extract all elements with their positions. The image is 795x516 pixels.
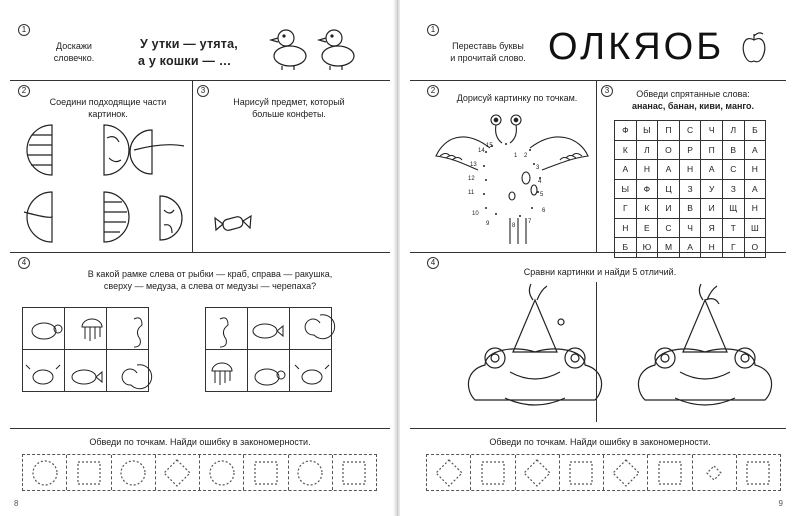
grid-letter[interactable]: В <box>722 140 744 160</box>
grid-letter[interactable]: И <box>658 199 680 219</box>
dot-label: 11 <box>468 190 475 196</box>
dot-label: 7 <box>528 219 532 225</box>
task-instruction: Соедини подходящие части картинок. <box>49 97 167 119</box>
task-number: 1 <box>18 24 30 36</box>
grid-letter[interactable]: З <box>722 179 744 199</box>
grid-letter[interactable]: Ч <box>701 121 723 141</box>
grid-letter[interactable]: П <box>701 140 723 160</box>
grid-letter[interactable]: Ы <box>636 121 658 141</box>
grid-letter[interactable]: М <box>658 238 680 258</box>
circle-trace-shape[interactable] <box>112 455 156 490</box>
grid-letter[interactable]: Н <box>679 160 701 180</box>
dot-label: 4 <box>538 179 542 185</box>
square-trace-shape[interactable] <box>244 455 288 490</box>
task-instruction: Доскажи словечко. <box>53 41 95 63</box>
page-number: 8 <box>14 499 19 508</box>
dot-label: 9 <box>486 221 490 227</box>
grid-letter[interactable]: Ц <box>658 179 680 199</box>
grid-letter[interactable]: Н <box>615 218 637 238</box>
grid-letter[interactable]: С <box>722 160 744 180</box>
grid-letter[interactable]: Ч <box>679 218 701 238</box>
frogs-in-hats-illustration <box>455 280 775 420</box>
grid-letter[interactable]: З <box>679 179 701 199</box>
task-number: 4 <box>18 257 30 269</box>
grid-letter[interactable]: Б <box>744 121 766 141</box>
planet-halves-illustration <box>22 120 192 250</box>
task-instruction: Сравни картинки и найди 5 отличий. <box>523 267 677 277</box>
grid-letter[interactable]: Л <box>722 121 744 141</box>
ducklings-illustration <box>262 24 362 72</box>
dot-label: 1 <box>514 153 518 159</box>
square-trace-shape[interactable] <box>67 455 111 490</box>
grid-letter[interactable]: Ф <box>636 179 658 199</box>
trace-pattern-strip <box>426 454 781 491</box>
grid-letter[interactable]: К <box>636 199 658 219</box>
diamond-small-trace-shape[interactable] <box>693 455 737 490</box>
dot-label: 3 <box>536 165 540 171</box>
square-trace-shape[interactable] <box>471 455 515 490</box>
scrambled-word: ОЛКЯОБ <box>548 26 725 68</box>
grid-letter[interactable]: Я <box>701 218 723 238</box>
dot-label: 10 <box>472 211 479 217</box>
sea-creatures-illustration <box>22 307 372 407</box>
grid-letter[interactable]: Ф <box>615 121 637 141</box>
page-number: 9 <box>778 499 783 508</box>
left-page <box>0 0 395 516</box>
grid-letter[interactable]: А <box>701 160 723 180</box>
dot-label: 2 <box>524 153 528 159</box>
grid-letter[interactable]: Н <box>636 160 658 180</box>
grid-letter[interactable]: А <box>679 238 701 258</box>
riddle-line-2: а у кошки — … <box>138 54 232 68</box>
task-instruction: Дорисуй картинку по точкам. <box>456 93 578 103</box>
task-number: 2 <box>18 85 30 97</box>
grid-letter[interactable]: Т <box>722 218 744 238</box>
dot-label: 6 <box>542 208 546 214</box>
task-instruction: Обведи по точкам. Найди ошибку в закономерности. <box>89 437 311 447</box>
task-instruction: Нарисуй предмет, который больше конфеты. <box>233 97 345 119</box>
grid-letter[interactable]: Г <box>615 199 637 219</box>
grid-letter[interactable]: Р <box>679 140 701 160</box>
square-trace-shape[interactable] <box>560 455 604 490</box>
grid-letter[interactable]: Ы <box>615 179 637 199</box>
square-trace-shape[interactable] <box>648 455 692 490</box>
square-trace-shape[interactable] <box>737 455 780 490</box>
diamond-trace-shape[interactable] <box>156 455 200 490</box>
grid-letter[interactable]: Г <box>722 238 744 258</box>
dot-label: 13 <box>470 162 477 168</box>
grid-letter[interactable]: Е <box>636 218 658 238</box>
diamond-trace-shape[interactable] <box>427 455 471 490</box>
grid-letter[interactable]: П <box>658 121 680 141</box>
circle-trace-shape[interactable] <box>23 455 67 490</box>
word-search-grid <box>614 120 766 258</box>
right-page <box>400 0 795 516</box>
hidden-words: ананас, банан, киви, манго. <box>631 101 755 111</box>
dot-label: 12 <box>468 176 475 182</box>
diamond-trace-shape[interactable] <box>604 455 648 490</box>
grid-letter[interactable]: В <box>679 199 701 219</box>
trace-pattern-strip <box>22 454 377 491</box>
grid-letter[interactable]: С <box>658 218 680 238</box>
grid-letter[interactable]: К <box>615 140 637 160</box>
grid-letter[interactable]: О <box>744 238 766 258</box>
grid-letter[interactable]: У <box>701 179 723 199</box>
grid-letter[interactable]: А <box>744 179 766 199</box>
apple-icon <box>740 30 768 66</box>
grid-letter[interactable]: А <box>744 140 766 160</box>
grid-letter[interactable]: Н <box>744 199 766 219</box>
dot-label: 8 <box>512 223 516 229</box>
diamond-trace-shape[interactable] <box>516 455 560 490</box>
circle-trace-shape[interactable] <box>289 455 333 490</box>
square-trace-shape[interactable] <box>333 455 376 490</box>
grid-letter[interactable]: Л <box>636 140 658 160</box>
task-number: 3 <box>197 85 209 97</box>
grid-letter[interactable]: Ю <box>636 238 658 258</box>
dot-label: 5 <box>540 192 544 198</box>
task-number: 4 <box>427 257 439 269</box>
grid-letter[interactable]: О <box>658 140 680 160</box>
dot-label: 15 <box>486 143 493 149</box>
task-number: 3 <box>601 85 613 97</box>
grid-letter[interactable]: А <box>615 160 637 180</box>
grid-letter[interactable]: С <box>679 121 701 141</box>
task-instruction: Обведи по точкам. Найди ошибку в закономерности. <box>489 437 711 447</box>
candy-illustration <box>213 214 253 234</box>
task-instruction: Переставь буквы и прочитай слово. <box>450 41 526 63</box>
task-instruction: В какой рамке слева от рыбки — краб, справа — ракушка, сверху — медуза, а слева от медузы — черепаха? <box>87 269 333 291</box>
grid-letter[interactable]: Щ <box>722 199 744 219</box>
task-instruction: Обведи спрятанные слова: <box>636 89 750 99</box>
connect-dots-creature <box>434 108 604 248</box>
task-number: 1 <box>427 24 439 36</box>
grid-letter[interactable]: Н <box>701 238 723 258</box>
riddle-line-1: У утки — утята, <box>140 37 238 51</box>
grid-letter[interactable]: Б <box>615 238 637 258</box>
dot-label: 14 <box>478 148 485 154</box>
grid-letter[interactable]: Н <box>744 160 766 180</box>
grid-letter[interactable]: И <box>701 199 723 219</box>
task-number: 2 <box>427 85 439 97</box>
grid-letter[interactable]: А <box>658 160 680 180</box>
circle-trace-shape[interactable] <box>200 455 244 490</box>
grid-letter[interactable]: Ш <box>744 218 766 238</box>
